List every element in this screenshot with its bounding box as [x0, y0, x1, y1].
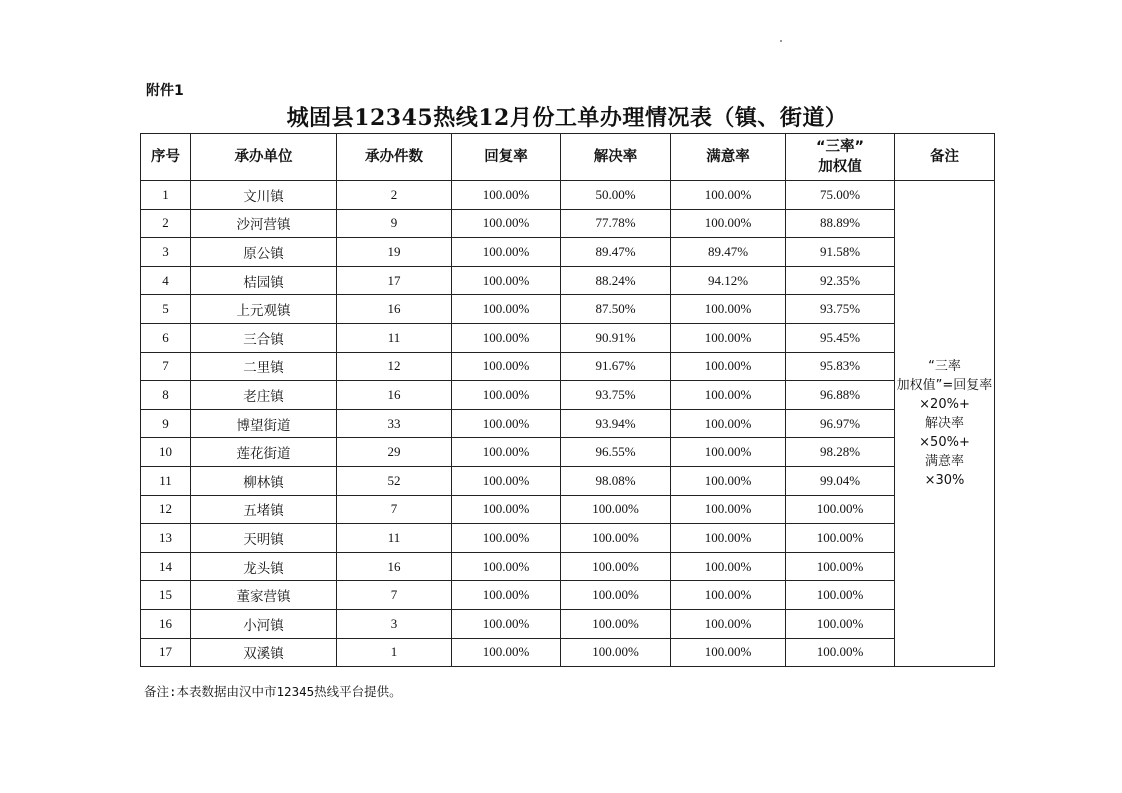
cell-seq: 17	[141, 638, 191, 667]
cell-unit: 小河镇	[191, 609, 337, 638]
cell-count: 12	[337, 352, 452, 381]
cell-weighted-value: 91.58%	[786, 238, 895, 267]
cell-unit: 桔园镇	[191, 266, 337, 295]
cell-resolve-rate: 87.50%	[561, 295, 671, 324]
cell-reply-rate: 100.00%	[452, 209, 561, 238]
table-row	[141, 381, 995, 410]
cell-reply-rate: 100.00%	[452, 638, 561, 667]
table-row	[141, 209, 995, 238]
cell-reply-rate: 100.00%	[452, 295, 561, 324]
cell-weighted-value: 75.00%	[786, 181, 895, 210]
table-row	[141, 409, 995, 438]
cell-satisfaction-rate: 100.00%	[671, 552, 786, 581]
cell-count: 29	[337, 438, 452, 467]
scan-speck	[780, 40, 782, 42]
cell-weighted-value: 93.75%	[786, 295, 895, 324]
cell-satisfaction-rate: 100.00%	[671, 438, 786, 467]
cell-count: 7	[337, 581, 452, 610]
cell-count: 3	[337, 609, 452, 638]
cell-seq: 7	[141, 352, 191, 381]
cell-seq: 1	[141, 181, 191, 210]
cell-resolve-rate: 93.75%	[561, 381, 671, 410]
cell-reply-rate: 100.00%	[452, 323, 561, 352]
cell-unit: 莲花街道	[191, 438, 337, 467]
cell-seq: 5	[141, 295, 191, 324]
cell-seq: 10	[141, 438, 191, 467]
cell-unit: 老庄镇	[191, 381, 337, 410]
cell-resolve-rate: 90.91%	[561, 323, 671, 352]
header-unit: 承办单位	[191, 134, 337, 181]
cell-seq: 14	[141, 552, 191, 581]
cell-reply-rate: 100.00%	[452, 238, 561, 267]
cell-unit: 柳林镇	[191, 466, 337, 495]
cell-satisfaction-rate: 89.47%	[671, 238, 786, 267]
cell-unit: 上元观镇	[191, 295, 337, 324]
cell-seq: 3	[141, 238, 191, 267]
table-row	[141, 609, 995, 638]
cell-reply-rate: 100.00%	[452, 524, 561, 553]
cell-count: 19	[337, 238, 452, 267]
cell-count: 11	[337, 323, 452, 352]
cell-reply-rate: 100.00%	[452, 181, 561, 210]
cell-count: 33	[337, 409, 452, 438]
cell-resolve-rate: 50.00%	[561, 181, 671, 210]
cell-weighted-value: 100.00%	[786, 552, 895, 581]
cell-resolve-rate: 100.00%	[561, 609, 671, 638]
cell-weighted-value: 92.35%	[786, 266, 895, 295]
cell-unit: 龙头镇	[191, 552, 337, 581]
cell-weighted-value: 100.00%	[786, 609, 895, 638]
cell-reply-rate: 100.00%	[452, 581, 561, 610]
cell-count: 16	[337, 381, 452, 410]
cell-satisfaction-rate: 100.00%	[671, 381, 786, 410]
header-resolve-rate: 解决率	[561, 134, 671, 181]
cell-remark-formula: “三率 加权值”=回复率 ×20%+ 解决率 ×50%+ 满意率 ×30%	[895, 181, 995, 667]
cell-seq: 15	[141, 581, 191, 610]
cell-unit: 董家营镇	[191, 581, 337, 610]
cell-reply-rate: 100.00%	[452, 495, 561, 524]
header-count: 承办件数	[337, 134, 452, 181]
cell-unit: 五堵镇	[191, 495, 337, 524]
cell-reply-rate: 100.00%	[452, 609, 561, 638]
cell-satisfaction-rate: 100.00%	[671, 466, 786, 495]
cell-weighted-value: 95.45%	[786, 323, 895, 352]
cell-weighted-value: 99.04%	[786, 466, 895, 495]
cell-reply-rate: 100.00%	[452, 438, 561, 467]
cell-seq: 12	[141, 495, 191, 524]
cell-reply-rate: 100.00%	[452, 466, 561, 495]
cell-count: 9	[337, 209, 452, 238]
cell-resolve-rate: 88.24%	[561, 266, 671, 295]
cell-weighted-value: 100.00%	[786, 638, 895, 667]
cell-seq: 11	[141, 466, 191, 495]
cell-reply-rate: 100.00%	[452, 352, 561, 381]
cell-satisfaction-rate: 100.00%	[671, 581, 786, 610]
cell-weighted-value: 95.83%	[786, 352, 895, 381]
header-weighted-line2: 加权值	[818, 159, 862, 175]
table-row	[141, 495, 995, 524]
cell-reply-rate: 100.00%	[452, 552, 561, 581]
cell-seq: 6	[141, 323, 191, 352]
cell-unit: 三合镇	[191, 323, 337, 352]
header-weighted-line1: “三率”	[815, 139, 865, 155]
cell-satisfaction-rate: 100.00%	[671, 638, 786, 667]
cell-seq: 13	[141, 524, 191, 553]
cell-weighted-value: 98.28%	[786, 438, 895, 467]
cell-count: 2	[337, 181, 452, 210]
cell-seq: 16	[141, 609, 191, 638]
table-row	[141, 524, 995, 553]
cell-resolve-rate: 98.08%	[561, 466, 671, 495]
cell-unit: 文川镇	[191, 181, 337, 210]
cell-satisfaction-rate: 100.00%	[671, 323, 786, 352]
table-body	[141, 181, 995, 667]
cell-satisfaction-rate: 100.00%	[671, 409, 786, 438]
table-row	[141, 638, 995, 667]
cell-count: 1	[337, 638, 452, 667]
table-row	[141, 295, 995, 324]
cell-weighted-value: 96.88%	[786, 381, 895, 410]
attachment-label: 附件1	[146, 83, 184, 99]
table-row	[141, 438, 995, 467]
cell-count: 52	[337, 466, 452, 495]
cell-weighted-value: 100.00%	[786, 524, 895, 553]
header-remark: 备注	[895, 134, 995, 181]
cell-seq: 9	[141, 409, 191, 438]
cell-resolve-rate: 100.00%	[561, 524, 671, 553]
table-header-row	[141, 134, 995, 181]
table-row	[141, 323, 995, 352]
table-row	[141, 552, 995, 581]
table-row	[141, 352, 995, 381]
table-row	[141, 238, 995, 267]
cell-unit: 双溪镇	[191, 638, 337, 667]
cell-seq: 2	[141, 209, 191, 238]
cell-unit: 沙河营镇	[191, 209, 337, 238]
cell-count: 17	[337, 266, 452, 295]
cell-resolve-rate: 100.00%	[561, 552, 671, 581]
cell-satisfaction-rate: 100.00%	[671, 209, 786, 238]
document-title: 城固县12345热线12月份工单办理情况表（镇、街道）	[286, 105, 848, 131]
cell-resolve-rate: 93.94%	[561, 409, 671, 438]
table-row	[141, 581, 995, 610]
cell-resolve-rate: 100.00%	[561, 581, 671, 610]
cell-weighted-value: 100.00%	[786, 495, 895, 524]
cell-unit: 博望街道	[191, 409, 337, 438]
cell-satisfaction-rate: 100.00%	[671, 181, 786, 210]
footnote: 备注:本表数据由汉中市12345热线平台提供。	[144, 684, 402, 699]
cell-count: 11	[337, 524, 452, 553]
cell-satisfaction-rate: 100.00%	[671, 609, 786, 638]
cell-weighted-value: 88.89%	[786, 209, 895, 238]
header-weighted-value	[786, 134, 895, 181]
cell-count: 16	[337, 295, 452, 324]
cell-resolve-rate: 96.55%	[561, 438, 671, 467]
table-row	[141, 266, 995, 295]
cell-count: 7	[337, 495, 452, 524]
cell-satisfaction-rate: 100.00%	[671, 352, 786, 381]
cell-resolve-rate: 100.00%	[561, 638, 671, 667]
header-reply-rate: 回复率	[452, 134, 561, 181]
cell-reply-rate: 100.00%	[452, 381, 561, 410]
cell-unit: 天明镇	[191, 524, 337, 553]
cell-satisfaction-rate: 94.12%	[671, 266, 786, 295]
cell-satisfaction-rate: 100.00%	[671, 495, 786, 524]
table-row	[141, 181, 995, 210]
cell-unit: 原公镇	[191, 238, 337, 267]
cell-satisfaction-rate: 100.00%	[671, 524, 786, 553]
cell-resolve-rate: 91.67%	[561, 352, 671, 381]
cell-reply-rate: 100.00%	[452, 266, 561, 295]
cell-unit: 二里镇	[191, 352, 337, 381]
work-order-table	[140, 133, 995, 667]
cell-reply-rate: 100.00%	[452, 409, 561, 438]
header-seq: 序号	[141, 134, 191, 181]
cell-count: 16	[337, 552, 452, 581]
cell-seq: 4	[141, 266, 191, 295]
table-row	[141, 466, 995, 495]
cell-seq: 8	[141, 381, 191, 410]
cell-resolve-rate: 89.47%	[561, 238, 671, 267]
cell-weighted-value: 100.00%	[786, 581, 895, 610]
header-satisfaction-rate: 满意率	[671, 134, 786, 181]
cell-weighted-value: 96.97%	[786, 409, 895, 438]
cell-resolve-rate: 100.00%	[561, 495, 671, 524]
cell-resolve-rate: 77.78%	[561, 209, 671, 238]
cell-satisfaction-rate: 100.00%	[671, 295, 786, 324]
